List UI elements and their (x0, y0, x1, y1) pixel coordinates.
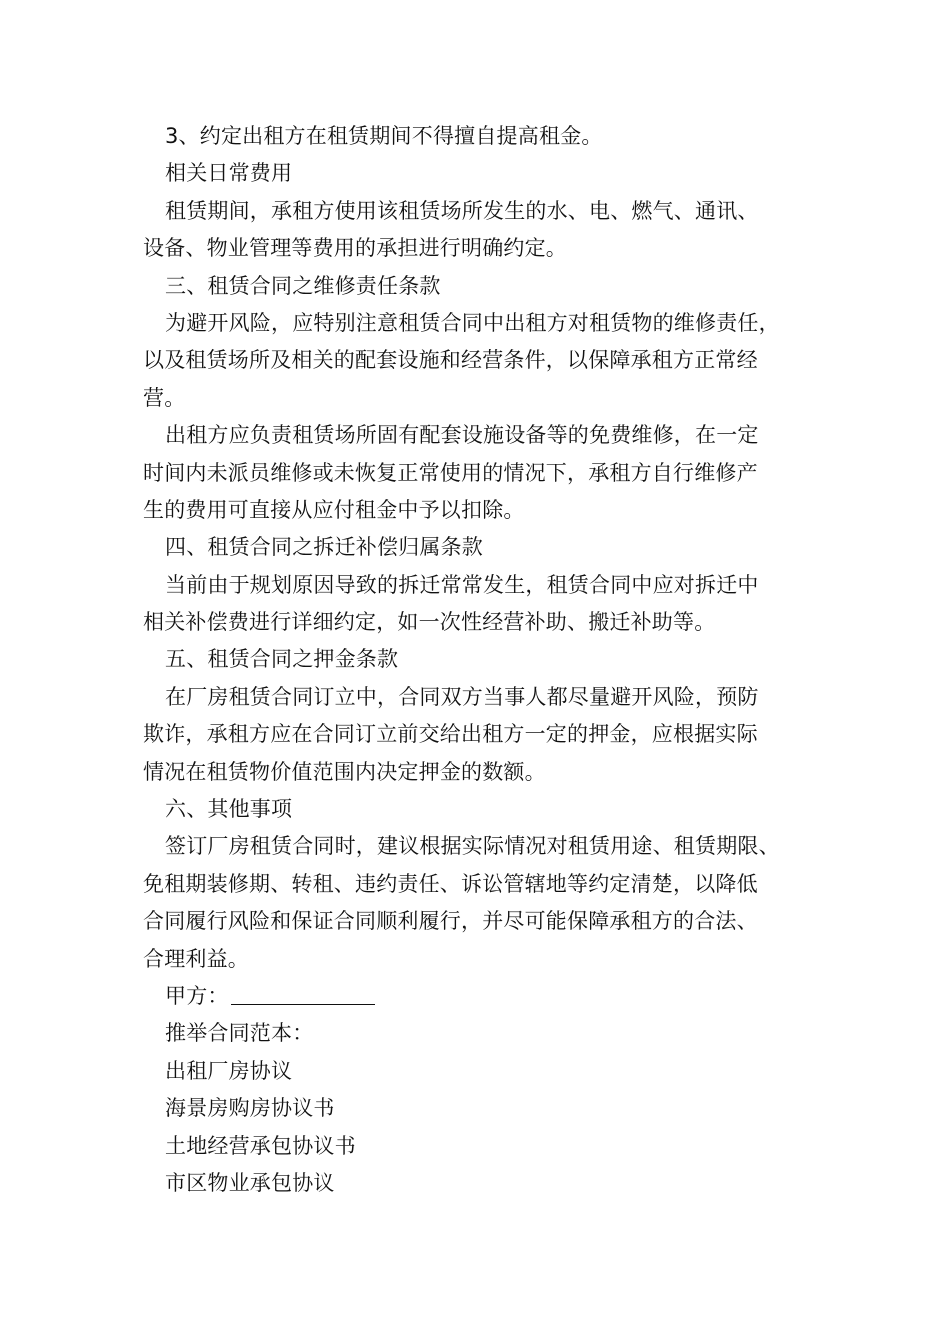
paragraph-line: 出租方应负责租赁场所固有配套设施设备等的免费维修，在一定 (165, 423, 759, 448)
recommend-item: 海景房购房协议书 (165, 1096, 335, 1121)
recommend-item: 市区物业承包协议 (165, 1170, 335, 1195)
section-six-heading: 六、其他事项 (165, 797, 293, 822)
paragraph-line: 以及租赁场所及相关的配套设施和经营条件，以保障承租方正常经 (143, 348, 758, 373)
paragraph-line: 欺诈，承租方应在合同订立前交给出租方一定的押金，应根据实际 (143, 722, 758, 747)
paragraph-line: 设备、物业管理等费用的承担进行明确约定。 (143, 236, 567, 261)
section-four-heading: 四、租赁合同之拆迁补偿归属条款 (165, 535, 483, 560)
paragraph-line: 租赁期间，承租方使用该租赁场所发生的水、电、燃气、通讯、 (165, 198, 759, 223)
section-three-heading: 三、租赁合同之维修责任条款 (165, 273, 441, 298)
paragraph-line: 相关补偿费进行详细约定，如一次性经营补助、搬迁补助等。 (143, 610, 716, 635)
paragraph-line: 免租期装修期、转租、违约责任、诉讼管辖地等约定清楚，以降低 (143, 871, 758, 896)
paragraph-line: 时间内未派员维修或未恢复正常使用的情况下，承租方自行维修产 (143, 460, 758, 485)
section-five-heading: 五、租赁合同之押金条款 (165, 647, 399, 672)
recommend-item: 土地经营承包协议书 (165, 1133, 356, 1158)
paragraph-line: 合同履行风险和保证合同顺利履行，并尽可能保障承租方的合法、 (143, 909, 758, 934)
party-a-label: 甲方： (165, 983, 229, 1008)
party-a-signature (143, 978, 818, 1015)
paragraph-line: 营。 (143, 385, 186, 410)
paragraph-line: 合理利益。 (143, 946, 249, 971)
paragraph-line: 签订厂房租赁合同时，建议根据实际情况对租赁用途、租赁期限、 (165, 834, 780, 859)
paragraph-line: 情况在租赁物价值范围内决定押金的数额。 (143, 759, 546, 784)
section-daily-expenses-heading: 相关日常费用 (165, 161, 293, 186)
paragraph-line: 当前由于规划原因导致的拆迁常常发生，租赁合同中应对拆迁中 (165, 572, 759, 597)
document-body (143, 118, 818, 1202)
recommend-item: 出租厂房协议 (165, 1058, 293, 1083)
clause-rent-increase: 3、约定出租方在租赁期间不得擅自提高租金。 (165, 124, 603, 148)
paragraph-line: 在厂房租赁合同订立中，合同双方当事人都尽量避开风险，预防 (165, 684, 759, 709)
paragraph-line: 生的费用可直接从应付租金中予以扣除。 (143, 497, 525, 522)
recommend-heading: 推举合同范本： (165, 1021, 314, 1046)
paragraph-line: 为避开风险，应特别注意租赁合同中出租方对租赁物的维修责任， (165, 310, 780, 335)
signature-blank-line (231, 980, 375, 1005)
